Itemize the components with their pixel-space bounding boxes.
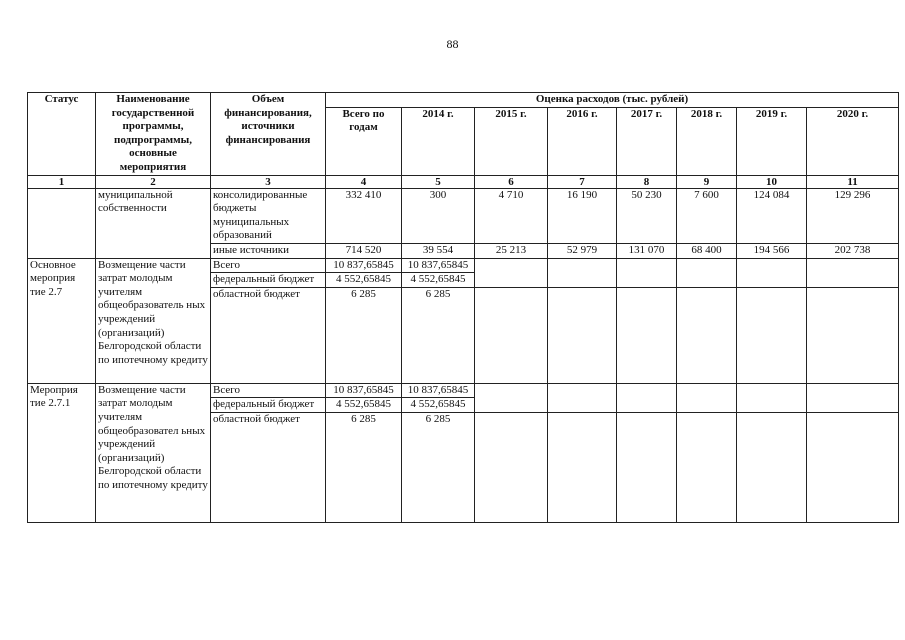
value-cell [548, 287, 617, 383]
value-cell [548, 398, 617, 413]
value-cell [737, 287, 807, 383]
source-cell: иные источники [211, 243, 326, 258]
value-cell [475, 258, 548, 273]
header-volume: Объем финансирования, источники финансирования [211, 93, 326, 176]
value-cell: 16 190 [548, 188, 617, 243]
source-cell: федеральный бюджет [211, 398, 326, 413]
status-cell [28, 188, 96, 258]
value-cell [677, 398, 737, 413]
value-cell: 4 552,65845 [326, 398, 402, 413]
header-year: 2016 г. [548, 107, 617, 175]
header-year: 2015 г. [475, 107, 548, 175]
value-cell [475, 412, 548, 522]
value-cell: 4 552,65845 [402, 398, 475, 413]
value-cell [617, 287, 677, 383]
source-cell: областной бюджет [211, 287, 326, 383]
header-year: 2017 г. [617, 107, 677, 175]
value-cell [807, 258, 899, 273]
value-cell [737, 273, 807, 288]
value-cell [677, 383, 737, 398]
value-cell: 131 070 [617, 243, 677, 258]
value-cell [548, 258, 617, 273]
value-cell [737, 383, 807, 398]
header-row-1 [28, 93, 899, 108]
value-cell [617, 412, 677, 522]
column-number: 6 [475, 175, 548, 188]
header-total: Всего по годам [326, 107, 402, 175]
value-cell: 124 084 [737, 188, 807, 243]
value-cell [548, 273, 617, 288]
value-cell: 6 285 [326, 287, 402, 383]
source-cell: Всего [211, 383, 326, 398]
value-cell [677, 273, 737, 288]
value-cell [475, 273, 548, 288]
value-cell [807, 383, 899, 398]
value-cell [617, 383, 677, 398]
column-number: 9 [677, 175, 737, 188]
program-name-cell: муниципальной собственности [96, 188, 211, 258]
header-status: Статус [28, 93, 96, 176]
value-cell: 4 552,65845 [326, 273, 402, 288]
status-cell: Мероприя тие 2.7.1 [28, 383, 96, 522]
source-cell: областной бюджет [211, 412, 326, 522]
table-row [28, 188, 899, 243]
value-cell: 52 979 [548, 243, 617, 258]
value-cell: 10 837,65845 [402, 258, 475, 273]
value-cell [677, 287, 737, 383]
column-number: 8 [617, 175, 677, 188]
value-cell: 50 230 [617, 188, 677, 243]
value-cell: 39 554 [402, 243, 475, 258]
column-number: 3 [211, 175, 326, 188]
header-year: 2020 г. [807, 107, 899, 175]
value-cell [807, 287, 899, 383]
value-cell [677, 412, 737, 522]
value-cell [475, 398, 548, 413]
column-number: 11 [807, 175, 899, 188]
program-name-cell: Возмещение части затрат молодым учителям общеобразователь ных учреждений (организаций) Белгородской области по ипотечному кредиту [96, 258, 211, 383]
value-cell: 4 552,65845 [402, 273, 475, 288]
page-number: 88 [446, 37, 459, 51]
value-cell [617, 273, 677, 288]
value-cell [475, 383, 548, 398]
status-cell: Основное мероприя тие 2.7 [28, 258, 96, 383]
value-cell [617, 258, 677, 273]
value-cell: 6 285 [402, 287, 475, 383]
program-name-cell: Возмещение части затрат молодым учителям общеобразовател ьных учреждений (организаций) Белгородской области по ипотечному кредиту [96, 383, 211, 522]
header-program: Наименование государственной программы, подпрограммы, основные мероприятия [96, 93, 211, 176]
table-row [28, 383, 899, 398]
value-cell [807, 398, 899, 413]
value-cell: 10 837,65845 [326, 258, 402, 273]
value-cell [548, 383, 617, 398]
column-number: 5 [402, 175, 475, 188]
column-number: 1 [28, 175, 96, 188]
value-cell: 4 710 [475, 188, 548, 243]
table-row [28, 258, 899, 273]
column-number: 2 [96, 175, 211, 188]
value-cell: 68 400 [677, 243, 737, 258]
value-cell: 714 520 [326, 243, 402, 258]
value-cell: 300 [402, 188, 475, 243]
value-cell: 25 213 [475, 243, 548, 258]
value-cell: 10 837,65845 [326, 383, 402, 398]
value-cell: 7 600 [677, 188, 737, 243]
header-estimate: Оценка расходов (тыс. рублей) [326, 93, 899, 108]
value-cell [737, 258, 807, 273]
column-number: 7 [548, 175, 617, 188]
value-cell: 332 410 [326, 188, 402, 243]
value-cell [807, 273, 899, 288]
header-year: 2019 г. [737, 107, 807, 175]
value-cell [807, 412, 899, 522]
value-cell: 10 837,65845 [402, 383, 475, 398]
value-cell [677, 258, 737, 273]
source-cell: Всего [211, 258, 326, 273]
value-cell: 6 285 [326, 412, 402, 522]
value-cell: 202 738 [807, 243, 899, 258]
value-cell [737, 398, 807, 413]
header-year: 2014 г. [402, 107, 475, 175]
column-number: 4 [326, 175, 402, 188]
value-cell: 129 296 [807, 188, 899, 243]
source-cell: консолидированные бюджеты муниципальных образований [211, 188, 326, 243]
header-year: 2018 г. [677, 107, 737, 175]
column-number: 10 [737, 175, 807, 188]
budget-table [27, 92, 899, 523]
value-cell: 194 566 [737, 243, 807, 258]
value-cell: 6 285 [402, 412, 475, 522]
source-cell: федеральный бюджет [211, 273, 326, 288]
value-cell [737, 412, 807, 522]
column-number-row [28, 175, 899, 188]
value-cell [617, 398, 677, 413]
value-cell [475, 287, 548, 383]
value-cell [548, 412, 617, 522]
